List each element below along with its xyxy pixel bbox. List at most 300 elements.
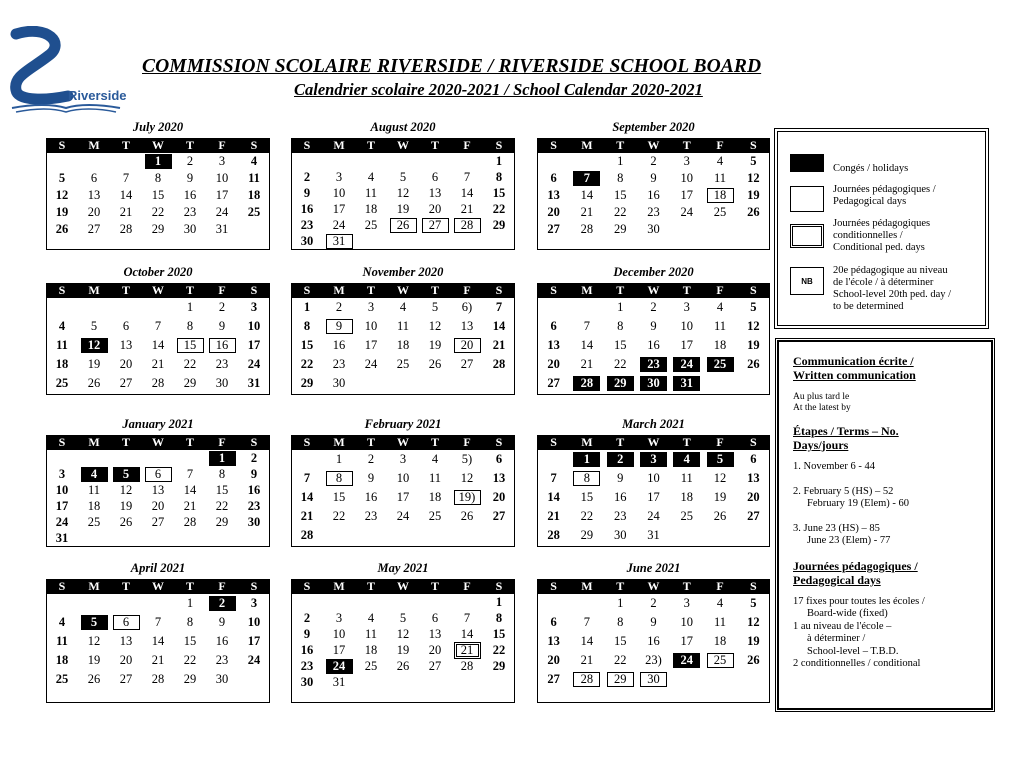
month-calendar — [537, 561, 770, 703]
weekday-label: M — [581, 283, 593, 297]
month-title: August 2020 — [370, 120, 436, 134]
day-cell — [670, 670, 703, 689]
day-cell — [238, 317, 270, 336]
day-number: 25 — [713, 205, 727, 219]
day-cell — [174, 530, 206, 546]
day-cell — [737, 221, 770, 238]
day-cell — [142, 374, 174, 393]
day-cell — [537, 469, 570, 488]
day-cell — [537, 632, 570, 651]
weekday-label: F — [716, 435, 724, 449]
weekday-header — [291, 579, 515, 594]
day-number: 4 — [716, 596, 724, 610]
day-cell — [110, 450, 142, 466]
month-calendar — [537, 265, 770, 395]
legend-nb-line2: de l'école / à déterminer — [833, 277, 934, 288]
day-number: 14 — [151, 338, 165, 352]
day-number: 11 — [714, 171, 727, 185]
day-number: 1 — [573, 452, 600, 467]
day-cell — [291, 185, 323, 201]
day-cell — [291, 674, 323, 690]
day-cell — [46, 298, 78, 317]
day-cell — [483, 469, 515, 488]
day-cell — [419, 658, 451, 674]
day-cell — [323, 185, 355, 201]
day-number: 22 — [183, 653, 197, 667]
day-number: 14 — [460, 185, 474, 200]
day-cell — [387, 526, 419, 545]
day-number: 7 — [583, 615, 591, 629]
day-number: 31 — [647, 528, 660, 542]
weekday-label: S — [250, 435, 258, 449]
day-number: 2 — [218, 300, 226, 314]
day-cell — [483, 233, 515, 249]
week-row — [291, 469, 515, 488]
term-3b: June 23 (Elem) - 77 — [807, 535, 891, 546]
day-number: 12 — [87, 634, 101, 648]
day-cell — [703, 221, 736, 238]
day-cell — [355, 153, 387, 169]
day-cell — [142, 317, 174, 336]
day-number: 16 — [300, 642, 314, 657]
day-cell — [387, 450, 419, 469]
day-number: 18 — [55, 357, 69, 371]
day-cell — [291, 488, 323, 507]
conditional-ped-day — [451, 642, 483, 658]
weekday-label: S — [495, 283, 503, 297]
day-cell — [483, 642, 515, 658]
day-number: 9 — [303, 626, 311, 641]
month-title: February 2021 — [364, 417, 442, 431]
day-number: 17 — [680, 188, 694, 202]
month-title: November 2020 — [362, 265, 444, 279]
day-cell — [537, 170, 570, 187]
day-number: 2 — [607, 452, 634, 467]
day-cell — [291, 626, 323, 642]
day-cell — [206, 466, 238, 482]
day-number: 3 — [218, 154, 226, 168]
legend-nb — [790, 265, 951, 313]
day-cell — [78, 498, 110, 514]
day-cell — [387, 642, 419, 658]
day-cell — [419, 450, 451, 469]
day-cell — [670, 469, 703, 488]
weekday-label: W — [647, 435, 660, 449]
day-cell — [206, 317, 238, 336]
day-cell — [142, 613, 174, 632]
day-cell — [291, 317, 323, 336]
day-cell — [174, 204, 206, 221]
day-number: 5 — [81, 615, 108, 630]
day-number: 25 — [55, 672, 69, 686]
week-row — [46, 298, 270, 317]
day-number: 27 — [422, 218, 449, 233]
day-number: 20 — [87, 205, 101, 219]
day-cell — [78, 317, 110, 336]
day-cell — [206, 613, 238, 632]
day-number: 9 — [250, 466, 258, 481]
day-cell — [206, 651, 238, 670]
day-number: 21 — [183, 498, 197, 513]
day-number: 7 — [186, 466, 194, 481]
day-cell — [483, 336, 515, 355]
ped-day — [451, 217, 483, 233]
day-number: 10 — [215, 171, 229, 185]
day-cell — [110, 632, 142, 651]
day-cell — [419, 526, 451, 545]
day-cell — [46, 670, 78, 689]
day-cell — [78, 450, 110, 466]
day-cell — [737, 469, 770, 488]
day-cell — [737, 651, 770, 670]
day-number: 19 — [747, 188, 760, 202]
day-number: 30 — [640, 376, 667, 391]
day-cell — [387, 298, 419, 317]
day-number: 12 — [55, 188, 69, 202]
weekday-label: T — [430, 579, 439, 593]
day-number: 16 — [209, 338, 236, 353]
weekday-label: W — [647, 579, 660, 593]
day-cell — [451, 610, 483, 626]
day-number: 17 — [647, 490, 660, 504]
week-row — [46, 336, 270, 355]
day-number: 9 — [218, 615, 226, 629]
day-number: 20 — [547, 205, 560, 219]
day-number: 14 — [580, 188, 594, 202]
month-calendar — [537, 417, 770, 547]
day-number: 17 — [396, 490, 410, 504]
weekday-label: T — [682, 138, 691, 152]
day-cell — [323, 674, 355, 690]
day-cell — [419, 233, 451, 249]
day-cell — [387, 469, 419, 488]
day-cell — [604, 488, 637, 507]
week-row — [46, 530, 270, 546]
day-cell — [387, 201, 419, 217]
ped-conditional: 2 conditionnelles / conditional — [793, 658, 921, 669]
day-cell — [419, 185, 451, 201]
week-row — [46, 317, 270, 336]
day-number: 10 — [680, 615, 694, 629]
ped-day — [142, 466, 174, 482]
day-cell — [355, 450, 387, 469]
week-row — [291, 298, 515, 317]
day-number: 11 — [56, 634, 68, 648]
month-title: June 2021 — [626, 561, 681, 575]
day-number: 10 — [680, 319, 694, 333]
holiday-day — [703, 450, 736, 469]
day-number: 23 — [183, 205, 197, 219]
holiday-day — [142, 153, 174, 170]
day-number: 3 — [250, 596, 258, 610]
day-cell — [419, 507, 451, 526]
day-cell — [110, 530, 142, 546]
day-number: 1 — [145, 154, 172, 169]
day-number: 26 — [428, 357, 442, 371]
day-cell — [637, 594, 670, 613]
day-cell — [110, 153, 142, 170]
holiday-day — [570, 170, 603, 187]
day-number: 22 — [300, 357, 314, 371]
day-cell — [206, 374, 238, 393]
day-number: 16 — [183, 188, 197, 202]
day-cell — [110, 670, 142, 689]
day-number: 12 — [119, 482, 133, 497]
day-number: 30 — [300, 233, 314, 248]
day-number: 17 — [680, 634, 694, 648]
day-cell — [570, 507, 603, 526]
day-number: 4 — [399, 300, 407, 314]
day-number: 2 — [650, 300, 657, 314]
day-cell — [604, 507, 637, 526]
ped-day — [570, 469, 603, 488]
day-number: 4 — [250, 154, 258, 168]
day-number: 29 — [607, 672, 634, 687]
day-cell — [323, 450, 355, 469]
day-cell — [570, 336, 603, 355]
day-cell — [737, 670, 770, 689]
day-number: 9 — [650, 319, 657, 333]
weekday-label: W — [152, 283, 164, 297]
day-number: 26 — [119, 514, 133, 529]
day-number: 16 — [364, 490, 378, 504]
day-number: 25 — [55, 376, 69, 390]
day-cell — [670, 317, 703, 336]
legend-ped-days — [790, 184, 936, 212]
day-cell — [703, 526, 736, 545]
day-number: 3 — [58, 466, 66, 481]
day-number: 26 — [747, 205, 760, 219]
day-cell — [670, 613, 703, 632]
term-1: 1. November 6 - 44 — [793, 461, 875, 472]
day-number: 6 — [550, 615, 557, 629]
day-cell — [174, 450, 206, 466]
term-2a: 2. February 5 (HS) – 52 — [793, 485, 894, 497]
day-cell — [670, 336, 703, 355]
day-cell — [174, 466, 206, 482]
day-cell — [238, 221, 270, 238]
day-number: 21 — [492, 338, 506, 352]
week-row — [537, 469, 770, 488]
week-row — [291, 626, 515, 642]
day-cell — [637, 651, 670, 670]
day-number: 31 — [247, 376, 261, 390]
weekday-label: F — [716, 138, 724, 152]
day-cell — [451, 153, 483, 169]
day-cell — [110, 221, 142, 238]
day-cell — [46, 170, 78, 187]
day-cell — [703, 317, 736, 336]
day-number: 11 — [428, 471, 442, 485]
day-number: 9 — [326, 319, 353, 334]
day-number: 19 — [713, 490, 727, 504]
logo-text: Riverside — [68, 88, 127, 103]
day-cell — [78, 670, 110, 689]
day-number: 2 — [367, 452, 375, 466]
day-number: 20 — [547, 653, 560, 667]
day-cell — [451, 526, 483, 545]
day-number: 17 — [247, 338, 261, 352]
day-cell — [604, 221, 637, 238]
day-cell — [737, 526, 770, 545]
week-row — [537, 450, 770, 469]
day-number: 20 — [151, 498, 165, 513]
day-cell — [206, 498, 238, 514]
day-number: 28 — [460, 658, 474, 673]
weekday-label: W — [152, 579, 164, 593]
weekday-label: S — [550, 579, 557, 593]
day-number: 21 — [580, 357, 594, 371]
day-cell — [78, 221, 110, 238]
day-number: 2 — [250, 450, 258, 465]
day-cell — [451, 298, 483, 317]
day-cell — [703, 632, 736, 651]
day-cell — [323, 374, 355, 393]
day-cell — [604, 204, 637, 221]
day-cell — [355, 355, 387, 374]
week-row — [537, 613, 770, 632]
term-3a: 3. June 23 (HS) – 85 — [793, 522, 880, 534]
day-number: 25 — [396, 357, 410, 371]
comm-heading-1: Communication écrite / — [793, 354, 914, 368]
day-cell — [703, 204, 736, 221]
holiday-day — [637, 355, 670, 374]
day-number: 20 — [547, 357, 560, 371]
weekday-label: T — [430, 138, 439, 152]
ped-day — [703, 651, 736, 670]
day-number: 16 — [647, 338, 660, 352]
day-cell — [238, 466, 270, 482]
day-number: 25 — [87, 514, 101, 529]
week-row — [291, 488, 515, 507]
day-number: 15 — [300, 338, 314, 352]
day-number: 1 — [617, 596, 624, 610]
day-number: 23 — [300, 217, 314, 232]
legend-cond-line1: Journées pédagogiques — [833, 218, 931, 229]
day-number: 17 — [247, 634, 261, 648]
week-row — [537, 153, 770, 170]
holiday-swatch — [790, 154, 824, 172]
day-number: 30 — [640, 672, 667, 687]
day-cell — [483, 626, 515, 642]
day-cell — [570, 651, 603, 670]
day-number: 6 — [113, 615, 140, 630]
day-number: 29 — [300, 376, 314, 390]
day-number: 27 — [547, 672, 560, 686]
day-cell — [355, 469, 387, 488]
week-row — [46, 204, 270, 221]
day-cell — [604, 355, 637, 374]
day-number: 24 — [55, 514, 69, 529]
day-number: 22 — [332, 509, 346, 523]
weekday-label: T — [366, 138, 375, 152]
day-cell — [387, 169, 419, 185]
day-cell — [238, 530, 270, 546]
day-number: 28 — [151, 376, 165, 390]
day-cell — [174, 170, 206, 187]
day-number: 4 — [367, 610, 375, 625]
day-cell — [323, 488, 355, 507]
day-cell — [419, 488, 451, 507]
day-cell — [323, 642, 355, 658]
day-cell — [291, 355, 323, 374]
day-number: 24 — [326, 659, 353, 674]
day-cell — [604, 336, 637, 355]
weekday-label: M — [581, 579, 593, 593]
day-cell — [110, 336, 142, 355]
day-cell — [355, 674, 387, 690]
day-number: 7 — [303, 471, 311, 485]
week-row — [537, 374, 770, 393]
weekday-label: T — [430, 283, 439, 297]
day-cell — [737, 187, 770, 204]
day-cell — [238, 482, 270, 498]
day-cell — [46, 651, 78, 670]
day-cell — [703, 507, 736, 526]
weekday-label: S — [58, 138, 66, 152]
day-number: 14 — [460, 626, 474, 641]
day-number: 18 — [87, 498, 101, 513]
day-cell — [604, 594, 637, 613]
day-cell — [78, 187, 110, 204]
week-row — [537, 670, 770, 689]
day-number: 6 — [550, 171, 557, 185]
day-cell — [238, 450, 270, 466]
day-cell — [291, 594, 323, 610]
weekday-label: S — [749, 579, 757, 593]
day-cell — [46, 613, 78, 632]
day-cell — [737, 488, 770, 507]
terms-heading-2: Days/jours — [793, 438, 849, 452]
holiday-day — [604, 450, 637, 469]
day-cell — [537, 317, 570, 336]
day-number: 7 — [550, 471, 557, 485]
day-cell — [604, 298, 637, 317]
holiday-day — [78, 336, 110, 355]
day-number: 21 — [454, 642, 481, 659]
weekday-label: T — [121, 579, 130, 593]
day-number: 12 — [81, 338, 108, 353]
weekday-label: M — [333, 579, 345, 593]
day-cell — [419, 642, 451, 658]
day-number: 8 — [495, 610, 503, 625]
day-number: 15 — [492, 626, 506, 641]
day-number: 15 — [613, 338, 627, 352]
day-cell — [537, 204, 570, 221]
day-cell — [206, 221, 238, 238]
day-cell — [419, 169, 451, 185]
day-cell — [174, 482, 206, 498]
weekday-label: T — [121, 435, 130, 449]
day-cell — [110, 204, 142, 221]
day-cell — [670, 298, 703, 317]
day-cell — [637, 204, 670, 221]
weekday-label: S — [550, 138, 557, 152]
day-cell — [604, 469, 637, 488]
day-cell — [355, 642, 387, 658]
week-row — [291, 217, 515, 233]
week-row — [46, 355, 270, 374]
weekday-label: W — [397, 579, 409, 593]
day-number: 27 — [747, 509, 760, 523]
day-cell — [110, 355, 142, 374]
legend-holidays-text: Congés / holidays — [833, 163, 909, 174]
legend-ped-line2: Pedagogical days — [833, 196, 907, 207]
day-number: 2 — [303, 610, 311, 625]
comm-latest-fr: Au plus tard le — [793, 392, 850, 402]
day-cell — [637, 469, 670, 488]
weekday-label: T — [616, 283, 625, 297]
